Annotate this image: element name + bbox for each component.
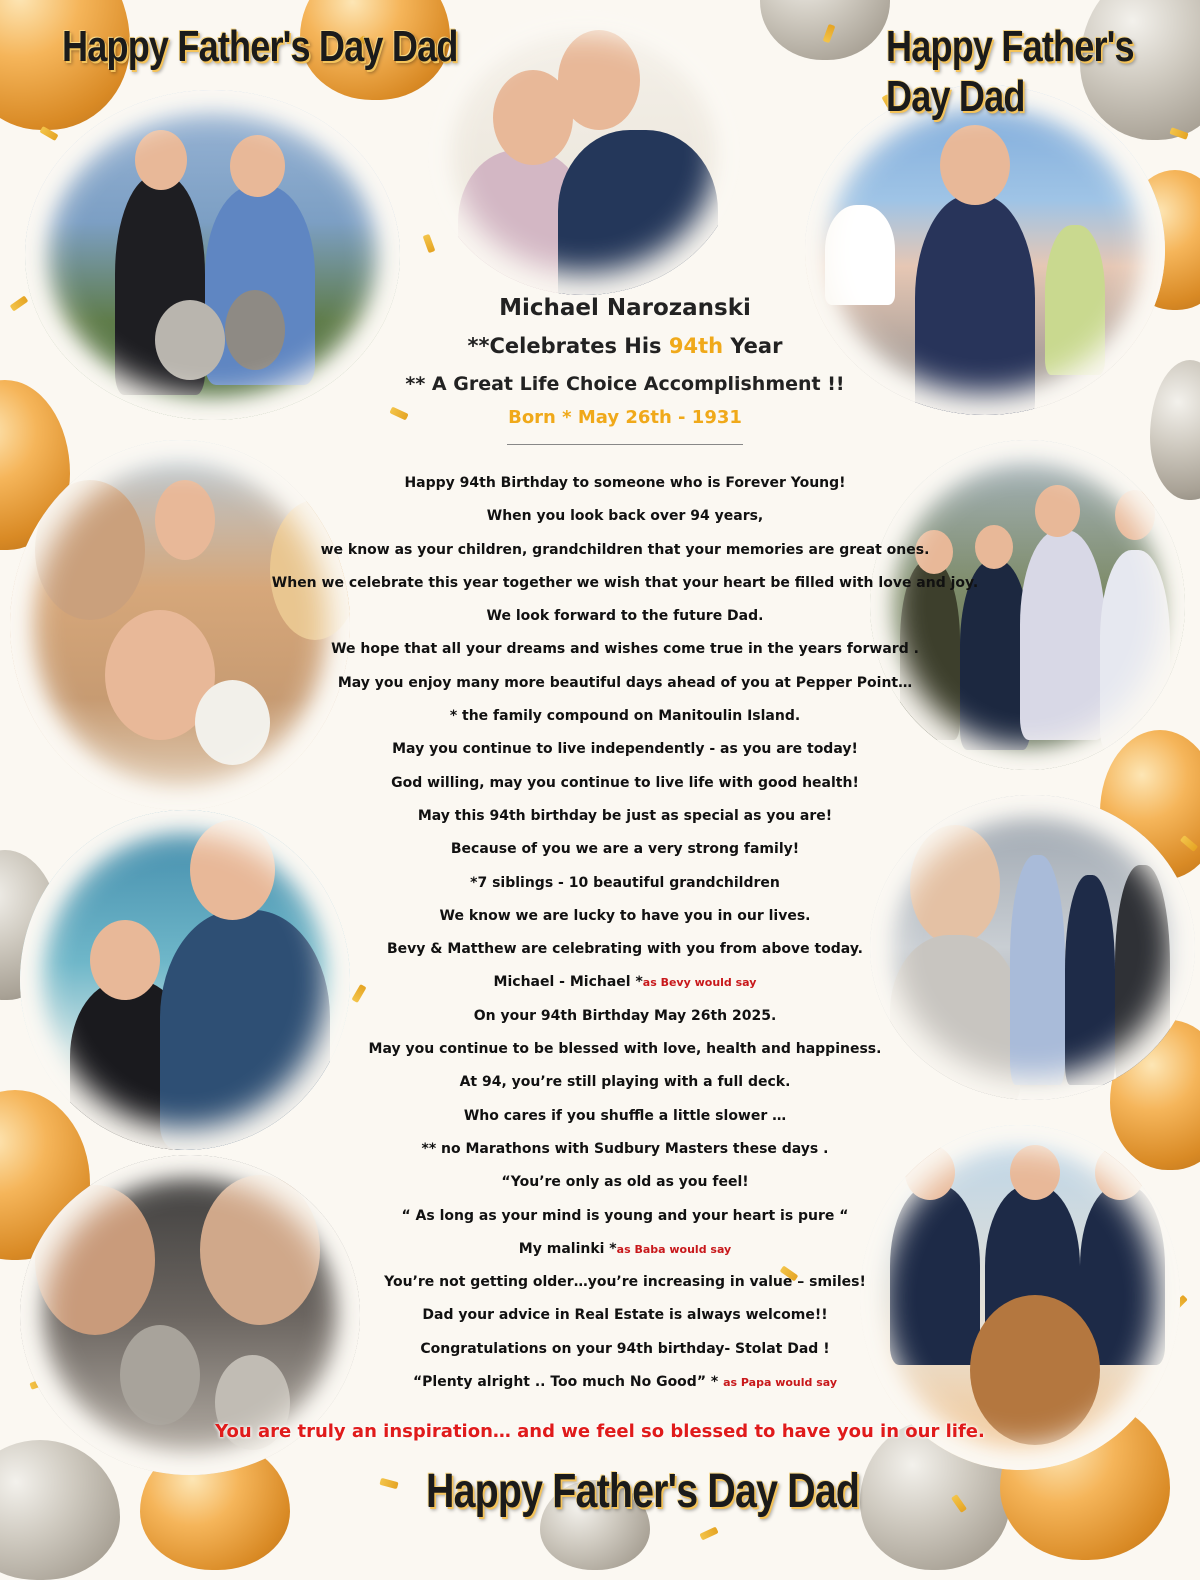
celebrates-prefix: **Celebrates His <box>467 334 662 358</box>
message-line: When you look back over 94 years, <box>486 508 764 525</box>
message-line: Happy 94th Birthday to someone who is Forever Young! <box>404 475 846 491</box>
message-line: On your 94th Birthday May 26th 2025. <box>473 1007 777 1024</box>
message-text: Michael - Michael * <box>493 974 643 991</box>
message-line: We know we are lucky to have you in our lives. <box>439 907 811 924</box>
message-line: May you continue to be blessed with love, health and happiness. <box>368 1041 882 1058</box>
quote-attribution: as Baba would say <box>616 1242 732 1256</box>
message-line: Dad your advice in Real Estate is always welcome!! <box>422 1307 828 1324</box>
message-line: May you enjoy many more beautiful days ahead of you at Pepper Point… <box>337 674 913 691</box>
born-date: Born * May 26th - 1931 <box>508 407 742 428</box>
message-line: May this 94th birthday be just as special as you are! <box>417 807 833 824</box>
message-line-with-note <box>250 1233 1000 1266</box>
closing-line: You are truly an inspiration… and we feel so blessed to have you in our life. <box>215 1421 985 1442</box>
greeting-top-left: Happy Father's Day Dad <box>62 22 458 71</box>
message-line-with-note <box>250 966 1000 999</box>
accomplishment-line: ** A Great Life Choice Accomplishment !! <box>405 373 845 395</box>
message-line: ** no Marathons with Sudbury Masters these days . <box>421 1140 829 1157</box>
message-line: Who cares if you shuffle a little slower … <box>463 1107 787 1124</box>
message-line: You’re not getting older…you’re increasing in value – smiles! <box>384 1274 866 1291</box>
message-line: * the family compound on Manitoulin Island. <box>449 708 801 725</box>
message-line: Bevy & Matthew are celebrating with you from above today. <box>387 941 863 958</box>
celebrates-line <box>250 326 1000 366</box>
quote-attribution: as Bevy would say <box>642 976 757 990</box>
message-line-with-note <box>250 1366 1000 1399</box>
photo-couple <box>428 10 740 295</box>
message-line: *7 siblings - 10 beautiful grandchildren <box>470 874 780 891</box>
quote-attribution: as Papa would say <box>723 1376 838 1390</box>
message-line: We look forward to the future Dad. <box>486 608 764 625</box>
message-text: “Plenty alright .. Too much No Good” * <box>412 1374 719 1391</box>
message-line: “ As long as your mind is young and your heart is pure “ <box>401 1207 849 1224</box>
message-line: At 94, you’re still playing with a full deck. <box>459 1074 791 1091</box>
message-line: We hope that all your dreams and wishes come true in the years forward . <box>331 641 919 658</box>
message-line: Congratulations on your 94th birthday- Stolat Dad ! <box>420 1340 830 1357</box>
message-line: Because of you we are a very strong family! <box>450 841 800 858</box>
message-line: May you continue to live independently - as you are today! <box>392 741 858 758</box>
message-line: God willing, may you continue to live life with good health! <box>391 774 859 791</box>
greeting-bottom: Happy Father's Day Dad <box>426 1465 860 1518</box>
celebrates-suffix: Year <box>730 334 783 358</box>
greeting-top-right: Happy Father's Day Dad <box>886 22 1134 121</box>
message-line: “You’re only as old as you feel! <box>501 1174 749 1191</box>
message-line: we know as your children, grandchildren that your memories are great ones. <box>320 541 930 558</box>
honoree-name: Michael Narozanski <box>499 295 751 321</box>
message-line: When we celebrate this year together we wish that your heart be filled with love and joy. <box>271 574 979 591</box>
message-text: My malinki * <box>518 1240 617 1257</box>
celebrates-number: 94th <box>668 334 724 358</box>
divider <box>507 444 743 445</box>
center-message-block <box>250 290 1000 1399</box>
